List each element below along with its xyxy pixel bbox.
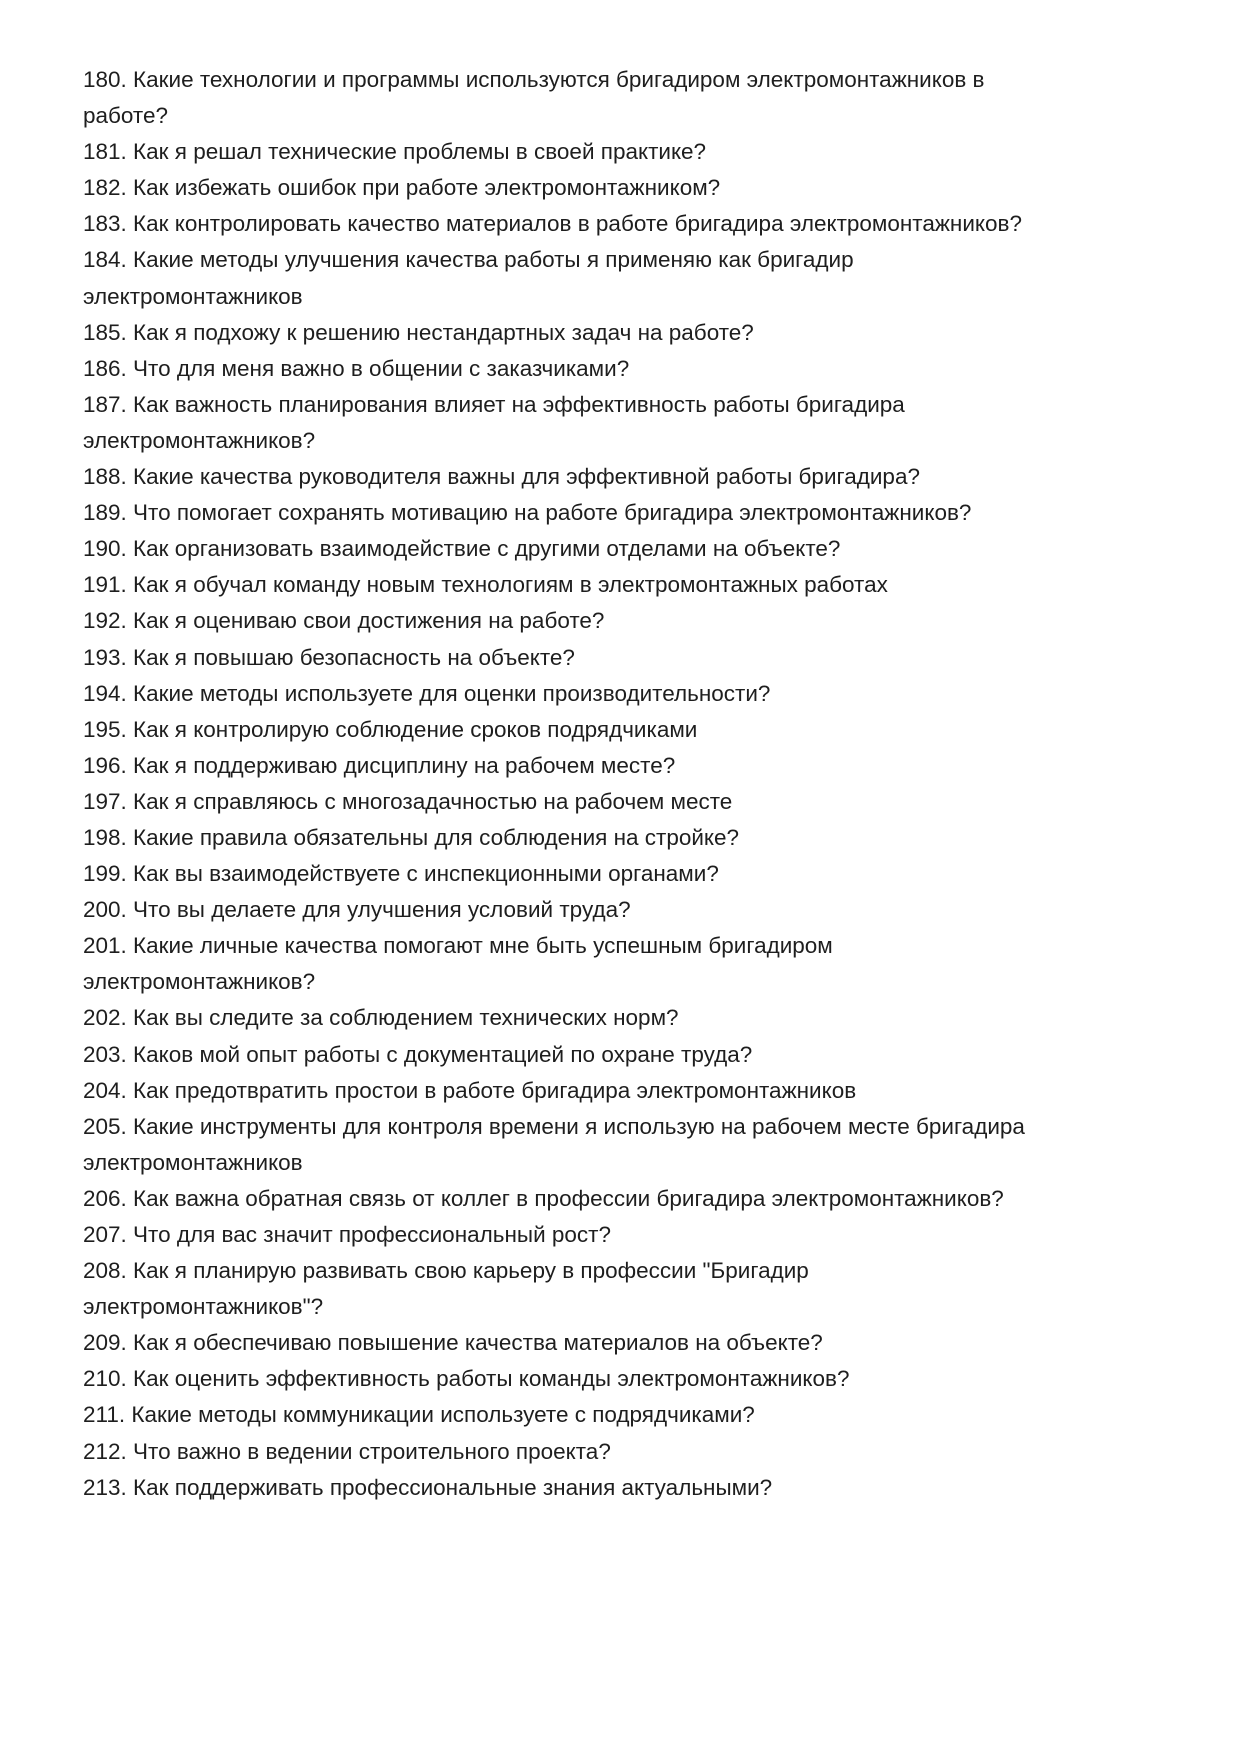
- question-text-line: 180. Какие технологии и программы используются бригадиром электромонтажников в: [83, 67, 985, 92]
- question-item: [83, 603, 1183, 639]
- question-item: [83, 1000, 1183, 1036]
- question-item: [83, 242, 1183, 314]
- question-text-line: 209. Как я обеспечиваю повышение качества материалов на объекте?: [83, 1330, 823, 1356]
- question-text-line: 202. Как вы следите за соблюдением технических норм?: [83, 1005, 679, 1031]
- question-item: [83, 1181, 1183, 1217]
- question-text-line: 211. Какие методы коммуникации используете с подрядчиками?: [83, 1402, 755, 1428]
- question-text-line: 197. Как я справляюсь с многозадачностью на рабочем месте: [83, 788, 733, 814]
- question-text-line: электромонтажников: [83, 283, 303, 309]
- question-item: [83, 1397, 1183, 1433]
- question-item: [83, 820, 1183, 856]
- question-text-line: 198. Какие правила обязательны для соблюдения на стройке?: [83, 824, 740, 850]
- question-text-line: 196. Как я поддерживаю дисциплину на рабочем месте?: [83, 752, 676, 778]
- question-text-line: 200. Что вы делаете для улучшения условий труда?: [83, 897, 631, 923]
- question-item: [83, 387, 1183, 459]
- question-text-line: электромонтажников: [83, 1149, 303, 1175]
- question-item: [83, 748, 1183, 784]
- question-item: [83, 640, 1183, 676]
- question-item: [83, 1109, 1183, 1181]
- question-item: [83, 892, 1183, 928]
- question-text-line: 192. Как я оцениваю свои достижения на работе?: [83, 608, 605, 634]
- question-item: [83, 784, 1183, 820]
- question-text-line: 204. Как предотвратить простои в работе бригадира электромонтажников: [83, 1077, 857, 1103]
- question-list: [83, 62, 1183, 1506]
- question-item: [83, 459, 1183, 495]
- question-item: [83, 856, 1183, 892]
- question-item: [83, 1361, 1183, 1397]
- question-item: [83, 315, 1183, 351]
- question-item: [83, 62, 1183, 134]
- question-item: [83, 1470, 1183, 1506]
- question-text-line: 194. Какие методы используете для оценки производительности?: [83, 680, 771, 706]
- question-text-line: 199. Как вы взаимодействуете с инспекционными органами?: [83, 861, 719, 887]
- question-text-line: электромонтажников?: [83, 427, 316, 453]
- question-text-line: 212. Что важно в ведении строительного проекта?: [83, 1438, 611, 1464]
- question-text-line: 183. Как контролировать качество материалов в работе бригадира электромонтажников?: [83, 211, 1022, 237]
- question-item: [83, 712, 1183, 748]
- question-text-line: 184. Какие методы улучшения качества работы я применяю как бригадир: [83, 247, 854, 273]
- question-text-line: работе?: [83, 103, 169, 129]
- question-text-line: 210. Как оценить эффективность работы команды электромонтажников?: [83, 1366, 850, 1392]
- question-text-line: 189. Что помогает сохранять мотивацию на работе бригадира электромонтажников?: [83, 500, 972, 526]
- question-text-line: 205. Какие инструменты для контроля времени я использую на рабочем месте бригадира: [83, 1113, 1025, 1139]
- question-text-line: электромонтажников"?: [83, 1294, 324, 1320]
- question-item: [83, 676, 1183, 712]
- question-text-line: 182. Как избежать ошибок при работе электромонтажником?: [83, 175, 721, 201]
- question-text-line: 181. Как я решал технические проблемы в своей практике?: [83, 139, 707, 165]
- question-text-line: 186. Что для меня важно в общении с заказчиками?: [83, 355, 630, 381]
- question-item: [83, 1325, 1183, 1361]
- question-item: [83, 206, 1183, 242]
- question-item: [83, 1434, 1183, 1470]
- question-text-line: 203. Каков мой опыт работы с документацией по охране труда?: [83, 1041, 753, 1067]
- question-text-line: 185. Как я подхожу к решению нестандартных задач на работе?: [83, 319, 754, 345]
- question-text-line: 213. Как поддерживать профессиональные знания актуальными?: [83, 1474, 773, 1500]
- question-item: [83, 134, 1183, 170]
- question-text-line: 193. Как я повышаю безопасность на объекте?: [83, 644, 575, 670]
- question-text-line: 201. Какие личные качества помогают мне быть успешным бригадиром: [83, 933, 833, 959]
- question-text-line: 190. Как организовать взаимодействие с другими отделами на объекте?: [83, 536, 841, 562]
- question-text-line: 187. Как важность планирования влияет на эффективность работы бригадира: [83, 391, 905, 417]
- question-item: [83, 1217, 1183, 1253]
- question-item: [83, 928, 1183, 1000]
- question-item: [83, 567, 1183, 603]
- question-text-line: электромонтажников?: [83, 969, 316, 995]
- question-item: [83, 495, 1183, 531]
- question-item: [83, 1253, 1183, 1325]
- question-text-line: 208. Как я планирую развивать свою карьеру в профессии "Бригадир: [83, 1258, 809, 1284]
- question-item: [83, 351, 1183, 387]
- question-item: [83, 170, 1183, 206]
- question-text-line: 195. Как я контролирую соблюдение сроков подрядчиками: [83, 716, 698, 742]
- question-text-line: 188. Какие качества руководителя важны для эффективной работы бригадира?: [83, 464, 920, 490]
- question-text-line: 191. Как я обучал команду новым технологиям в электромонтажных работах: [83, 572, 888, 598]
- question-item: [83, 1037, 1183, 1073]
- question-item: [83, 1073, 1183, 1109]
- question-text-line: 207. Что для вас значит профессиональный рост?: [83, 1222, 611, 1247]
- question-text-line: 206. Как важна обратная связь от коллег в профессии бригадира электромонтажников?: [83, 1185, 1004, 1211]
- question-item: [83, 531, 1183, 567]
